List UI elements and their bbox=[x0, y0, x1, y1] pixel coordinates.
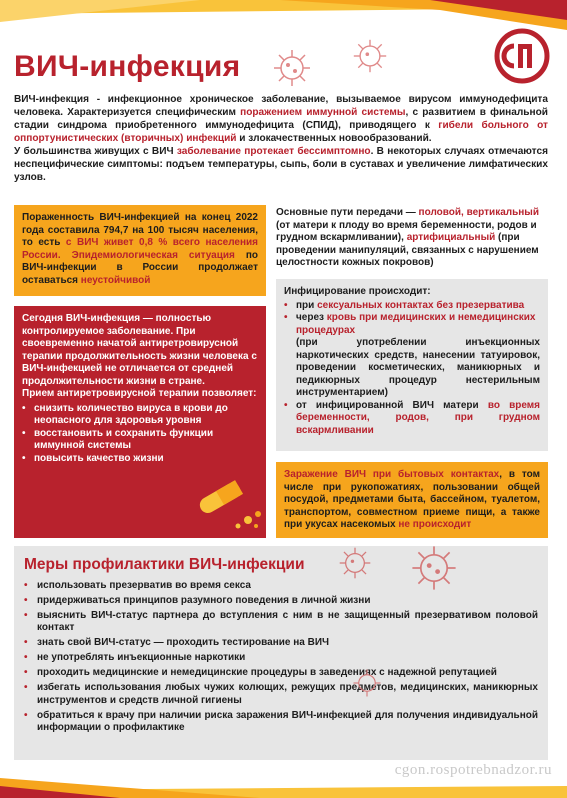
intro-text-segment: . В некоторых случаях отмечаются неспецифические симптомы: подъем температуры, сыпь, боли в суставах и увеличение лимфатических узлов. bbox=[14, 146, 548, 183]
list-item bbox=[284, 400, 540, 438]
prevention-list bbox=[24, 580, 538, 735]
therapy-text: Сегодня ВИЧ-инфекция — полностью контролируемое заболевание. При своевременно начатой антиретровирусной терапии продолжительность жизни человека с ВИЧ-инфекцией не отличается от средней продолжительности жизни в стране. bbox=[22, 313, 257, 387]
household-highlight: Заражение ВИЧ при бытовых контактах bbox=[284, 469, 500, 480]
list-item bbox=[284, 312, 540, 337]
list-item: • повысить качество жизни bbox=[22, 453, 258, 466]
transmission-segment: Основные пути передачи — bbox=[276, 207, 419, 218]
intro-text-segment: ВИЧ-инфекция - инфекционное хроническое заболевание, вызываемое вирусом иммунодефицита человека. Характеризуется специфическим bbox=[14, 94, 548, 118]
list-item: • обратиться к врачу при наличии риска заражения ВИЧ-инфекцией для получения индивидуальной информации о профилактике bbox=[24, 710, 538, 735]
list-item: • выяснить ВИЧ-статус партнера до вступления с ним в не защищенный презервативом половой контакт bbox=[24, 610, 538, 635]
page-title: ВИЧ-инфекция bbox=[14, 50, 241, 83]
transmission-highlight: половой, вертикальный bbox=[418, 207, 539, 218]
therapy-intro: Прием антиретровирусной терапии позволяет: bbox=[22, 388, 257, 399]
list-item: • проходить медицинские и немедицинские процедуры в заведениях с надежной репутацией bbox=[24, 667, 538, 679]
household-box bbox=[276, 462, 548, 538]
infection-box bbox=[276, 279, 548, 451]
intro-highlight: заболевание протекает бессимптомно bbox=[176, 146, 371, 157]
list-item: • использовать презерватив во время секса bbox=[24, 580, 538, 592]
transmission-segment: (при проведении манипуляций, связанных с нарушением целостности кожных покровов) bbox=[276, 232, 539, 268]
transmission-text bbox=[276, 207, 552, 270]
virus-icon bbox=[338, 546, 372, 580]
virus-icon bbox=[410, 544, 458, 592]
household-text: , в том числе при рукопожатиях, пользовании общей посудой, предметами быта, бассейном, туалетом, транспортом, совместном приеме пищи, а также при укусах насекомых bbox=[284, 469, 540, 530]
intro-highlight: поражением иммунной системы bbox=[240, 107, 406, 118]
intro-text-segment: , с развитием в финальной стадии синдрома приобретенного иммунодефицита (СПИД), приводящего к bbox=[14, 107, 548, 131]
top-decor-band bbox=[0, 0, 567, 38]
infection-heading: Инфицирование происходит: bbox=[284, 286, 431, 297]
intro-text bbox=[14, 93, 548, 184]
prevalence-box bbox=[14, 205, 266, 296]
footer-url: cgon.rospotrebnadzor.ru bbox=[394, 762, 552, 778]
list-item: • придерживаться принципов разумного поведения в личной жизни bbox=[24, 595, 538, 607]
infection-text: через bbox=[296, 312, 327, 323]
list-item: • избегать использования любых чужих колющих, режущих предметов, медицинских, маникюрных инструментов и средств личной гигиены bbox=[24, 682, 538, 707]
prevalence-highlight: с ВИЧ живет 0,8 % всего населения России. Эпидемиологическая ситуация bbox=[22, 237, 259, 261]
infection-highlight: кровь при медицинских и немедицинских процедурах bbox=[296, 312, 536, 336]
virus-icon bbox=[272, 48, 312, 88]
therapy-list bbox=[22, 403, 258, 466]
list-item: • знать свой ВИЧ-статус — проходить тестирование на ВИЧ bbox=[24, 637, 538, 649]
prevalence-highlight: неустойчивой bbox=[80, 274, 151, 286]
intro-paragraph-1 bbox=[14, 93, 548, 145]
intro-highlight: гибели больного от оппортунистических (вторичных) инфекций bbox=[14, 120, 548, 144]
intro-paragraph-2 bbox=[14, 145, 548, 184]
household-highlight: не происходит bbox=[398, 519, 472, 530]
infection-highlight: сексуальных контактах без презерватива bbox=[317, 299, 525, 311]
list-item: • восстановить и сохранить функции иммунной системы bbox=[22, 428, 258, 453]
prevalence-text: Пораженность ВИЧ-инфекцией на конец 2022 года составила 794,7 на 100 тысяч населения, то есть bbox=[22, 212, 258, 248]
transmission-highlight: артифициальный bbox=[406, 232, 496, 243]
pills-icon bbox=[190, 476, 266, 532]
infection-subtext: (при употреблении инъекционных наркотических средств, нанесении татуировок, проведении косметических, маникюрных и педикюрных процедур нестерильным инструментарием) bbox=[296, 337, 540, 398]
list-item: • снизить количество вируса в крови до неопасного для здоровья уровня bbox=[22, 403, 258, 428]
list-item: • не употреблять инъекционные наркотики bbox=[24, 652, 538, 664]
infection-text: при bbox=[296, 299, 318, 311]
transmission-segment: (от матери к плоду во время беременности, родов и грудном вскармливании), bbox=[276, 219, 537, 243]
logo-icon bbox=[494, 28, 550, 84]
infection-list bbox=[284, 300, 540, 438]
prevalence-text: по ВИЧ-инфекции в России продолжает оставаться bbox=[22, 249, 258, 286]
virus-icon bbox=[352, 38, 388, 74]
prevention-heading: Меры профилактики ВИЧ-инфекции bbox=[24, 556, 305, 573]
prevention-section bbox=[14, 546, 548, 760]
intro-text-segment: и злокачественных новообразований. bbox=[236, 133, 432, 144]
infection-text: от инфицированной ВИЧ матери bbox=[296, 399, 488, 411]
intro-text-segment: У большинства живущих с ВИЧ bbox=[14, 146, 177, 157]
list-item bbox=[284, 300, 540, 313]
infection-highlight: во время беременности, родов, при грудном вскармливании bbox=[296, 399, 540, 436]
virus-icon bbox=[352, 668, 382, 698]
